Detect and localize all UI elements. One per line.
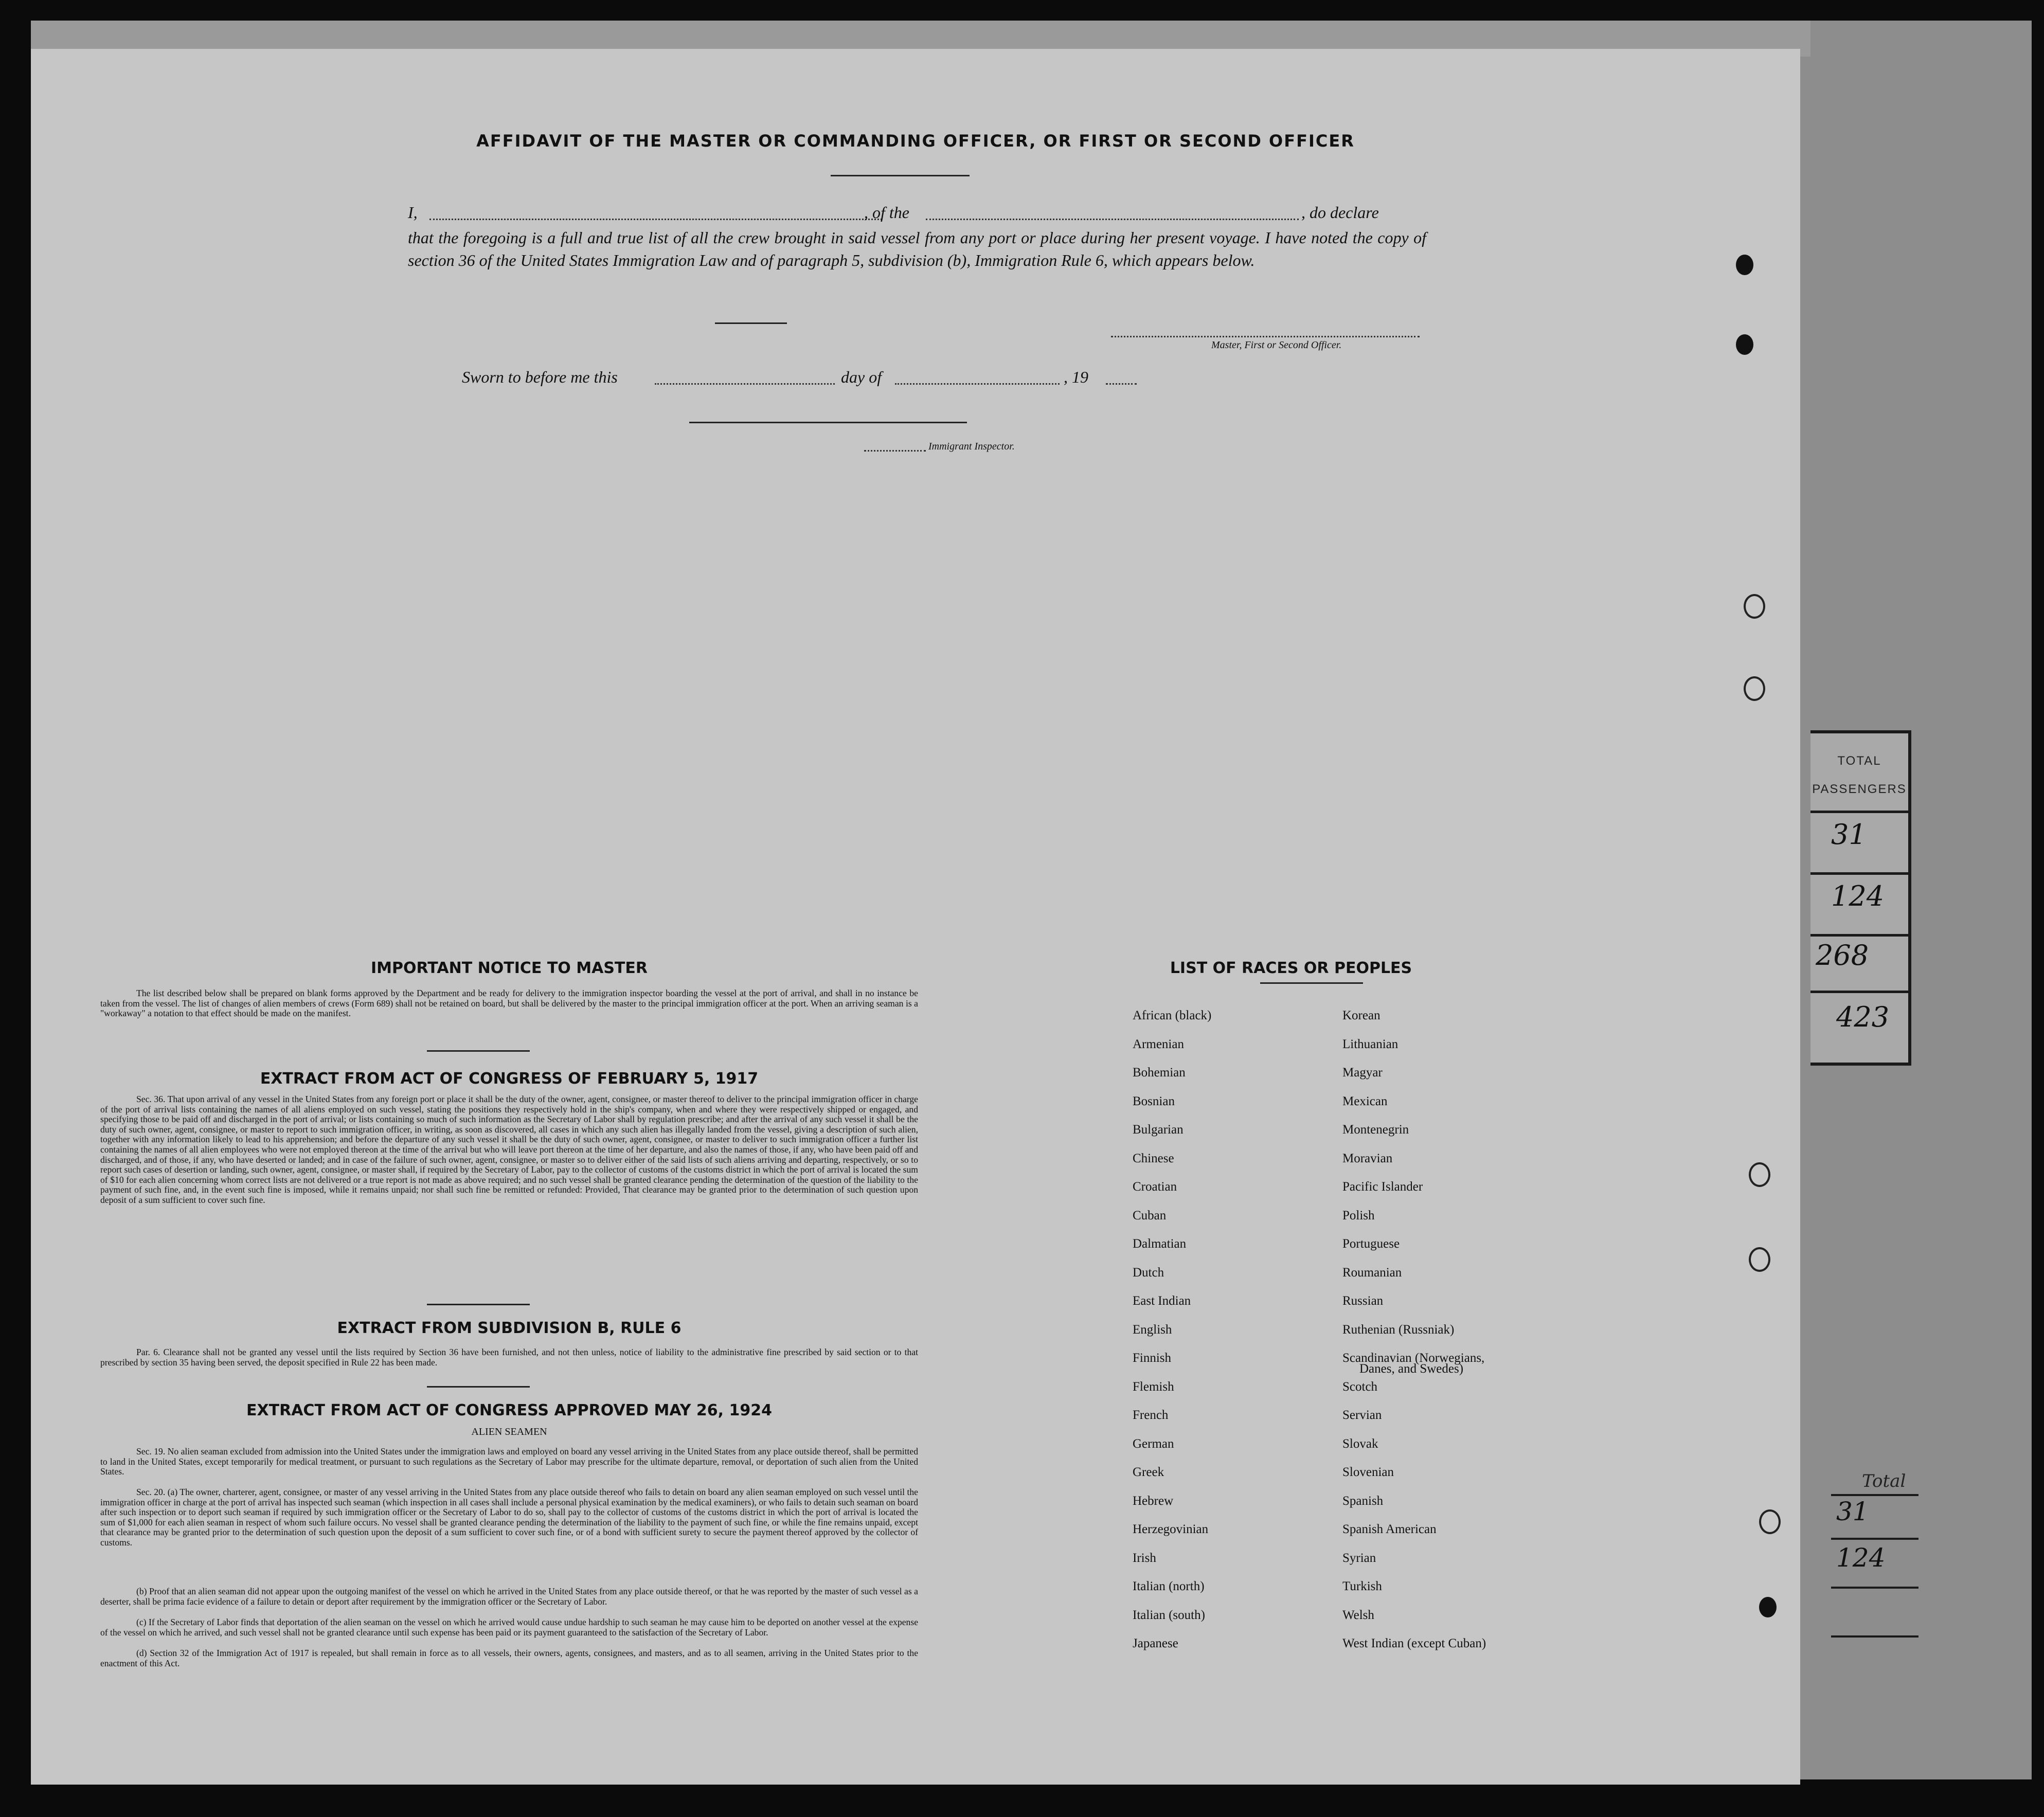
sec-20c-text: (c) If the Secretary of Labor finds that deportation of the alien seaman on the vessel on which he arrived would cause undue hardship to such seaman he may cause him to be deported on another vessel at the expense of the vessel on which he arrived, and such vessel shall not be granted clearance until such expense has been paid or its payment guaranteed to the satisfaction of the Secretary of Labor. (100, 1617, 918, 1638)
sec-20b-text: (b) Proof that an alien seaman did not appear upon the outgoing manifest of the vessel on which he arrived in the United States from any place outside thereof, or that he was reported by the master of such vessel as a deserter, shall be prima facie evidence of a failure to detain or deport after requirement by the immigration officer or the Secretary of Labor. (100, 1586, 918, 1607)
race-item: Turkish (1342, 1579, 1382, 1593)
race-item: Lithuanian (1342, 1037, 1398, 1051)
race-item: Mexican (1342, 1094, 1388, 1108)
race-item: Polish (1342, 1208, 1375, 1222)
race-item: Bohemian (1133, 1066, 1186, 1080)
extract-1924-title: EXTRACT FROM ACT OF CONGRESS APPROVED MAY 26, 1924 (246, 1401, 772, 1419)
lower-total-label: Total (1862, 1471, 1906, 1491)
passengers-header: PASSENGERS (1812, 782, 1907, 796)
race-item: Armenian (1133, 1037, 1184, 1051)
sworn-day-blank[interactable] (655, 383, 835, 385)
total-passengers-table (1810, 730, 1911, 1066)
race-item: French (1133, 1408, 1169, 1422)
race-item: Slovak (1342, 1436, 1378, 1451)
race-item: Finnish (1133, 1351, 1172, 1365)
punch-hole (1749, 1247, 1770, 1272)
race-item: Roumanian (1342, 1265, 1402, 1280)
race-item: Hebrew (1133, 1494, 1174, 1508)
race-item: Syrian (1342, 1551, 1376, 1565)
race-item: Slovenian (1342, 1465, 1394, 1479)
race-item: Croatian (1133, 1180, 1177, 1194)
race-item: Korean (1342, 1009, 1380, 1022)
affidavit-title: AFFIDAVIT OF THE MASTER OR COMMANDING OFFICER, OR FIRST OR SECOND OFFICER (476, 131, 1355, 151)
extract-1917-text: Sec. 36. That upon arrival of any vessel in the United States from any foreign port or place it shall be the duty of the owner, agent, consignee, or master thereof to deliver to the principal immigration officer in charge of the port of arrival lists containing the names of all aliens employed on such vessel, stating the positions they respectively hold in the ship's company, when and where they were respectively shipped or engaged, and specifying those to be paid off and discharged in the port of arrival; or lists containing so much of such information as the Secretary of Labor shall by regulation prescribe; and after the arrival of any such vessel it shall be the duty of such owner, agent, consignee, or master to report to such immigration officer, in writing, as soon as discovered, all cases in which any such alien has illegally landed from the vessel, giving a description of such alien, together with any information likely to lead to his apprehension; and before the departure of any such vessel it shall be the duty of such owner, agent, consignee, or master to deliver to such immigration officer a further list containing the names of all alien employees who were not employed thereon at the time of the arrival but who will leave port thereon at the time of her departure, and also the names of those, if any, who have been paid off and discharged, and of those, if any, who have deserted or landed; and in case of the failure of such owner, agent, consignee, or master so to deliver either of the said lists of such aliens arriving and departing, respectively, or so to report such cases of desertion or landing, such owner, agent, consignee, or master shall, if required by the Secretary of Labor, pay to the collector of customs of the customs district in which the port of arrival is located the sum of $10 for each alien concerning whom correct lists are not delivered or a true report is not made as above required; and no such vessel shall be granted clearance pending the determination of the question of the liability to the payment of such fine, and, in the event such fine is imposed, while it remains unpaid; nor shall such fine be remitted or refunded: Provided, That clearance may be granted prior to the determination of such question upon deposit of a sum sufficient to cover such fine. (100, 1094, 918, 1205)
declaration-body: that the foregoing is a full and true list of all the crew brought in said vessel from any port or place during her present voyage. I have noted the copy of section 36 of the United States Immigration Law and of paragraph 5, subdivision (b), Immigration Rule 6, which appears below. (408, 228, 1426, 269)
race-item: Montenegrin (1342, 1123, 1409, 1137)
extract-1917-divider (427, 1304, 530, 1305)
punch-hole (1759, 1509, 1781, 1534)
title-underline (831, 175, 970, 176)
race-item: Spanish American (1342, 1522, 1437, 1536)
total-header: TOTAL (1837, 754, 1881, 768)
race-item: Cuban (1133, 1208, 1167, 1222)
alien-seamen-subtitle: ALIEN SEAMEN (471, 1426, 547, 1437)
notice-title: IMPORTANT NOTICE TO MASTER (371, 959, 648, 977)
declaration-of: , of the (864, 203, 909, 222)
sworn-month-blank[interactable] (895, 383, 1060, 385)
race-item: Japanese (1133, 1636, 1178, 1650)
race-item: Chinese (1133, 1151, 1174, 1165)
race-item: Magyar (1342, 1066, 1383, 1080)
race-item: Dutch (1133, 1265, 1164, 1280)
inspector-signature-line (689, 422, 967, 423)
race-item: Herzegovinian (1133, 1522, 1209, 1536)
race-item: Russian (1342, 1294, 1384, 1308)
punch-hole (1744, 594, 1765, 619)
sec-19-text: Sec. 19. No alien seaman excluded from admission into the United States under the immigration laws and employed on board any vessel arriving in the United States from any place outside thereof, shall be permitted to land in the United States, except temporarily for medical treatment, or pursuant to such regulations as the Secretary of Labor may prescribe for the ultimate departure, removal, or deportation of such alien from the United States. (100, 1446, 918, 1477)
race-item: Scotch (1342, 1379, 1378, 1394)
sec-20d-text: (d) Section 32 of the Immigration Act of 1917 is repealed, but shall remain in force as to all vessels, their owners, agents, consignees, and masters, and as to all seamen, arriving in the United States prior to the enactment of this Act. (100, 1648, 918, 1668)
vessel-blank[interactable] (926, 219, 1299, 220)
signature-blank[interactable] (1111, 336, 1420, 337)
race-item: East Indian (1133, 1294, 1191, 1308)
race-item: Bosnian (1133, 1094, 1175, 1108)
short-divider (715, 322, 787, 324)
extract-rule6-title: EXTRACT FROM SUBDIVISION B, RULE 6 (337, 1319, 682, 1337)
name-blank[interactable] (429, 219, 882, 220)
lower-total-value-2: 124 (1836, 1543, 1886, 1573)
total-value-1: 31 (1831, 818, 1867, 851)
punch-hole (1736, 255, 1753, 275)
race-item: Greek (1133, 1465, 1164, 1479)
race-item: Bulgarian (1133, 1123, 1184, 1137)
inspector-blank[interactable] (864, 450, 926, 452)
document-sheet (31, 49, 1800, 1785)
race-item: Italian (south) (1133, 1608, 1205, 1622)
race-item: Italian (north) (1133, 1579, 1205, 1593)
extract-rule6-divider (427, 1386, 530, 1388)
race-item: Flemish (1133, 1379, 1174, 1394)
race-item: West Indian (except Cuban) (1342, 1636, 1486, 1650)
races-title: LIST OF RACES OR PEOPLES (1170, 959, 1412, 977)
race-item: Servian (1342, 1408, 1382, 1422)
race-item: Scandinavian (Norwegians, (1342, 1351, 1485, 1365)
signature-caption: Master, First or Second Officer. (1211, 339, 1342, 351)
extract-rule6-text: Par. 6. Clearance shall not be granted any vessel until the lists required by Section 36 have been furnished, and not then unless, notice of liability to the administrative fine prescribed by said section or to that prescribed by section 35 having been served, the deposit specified in Rule 22 has been made. (100, 1347, 918, 1368)
race-item: African (black) (1133, 1009, 1212, 1022)
total-value-4: 423 (1836, 1001, 1890, 1033)
race-item: Pacific Islander (1342, 1180, 1423, 1194)
punch-hole (1749, 1162, 1770, 1187)
notice-text: The list described below shall be prepared on blank forms approved by the Department and be ready for delivery to the immigration inspector boarding the vessel at the port of arrival, and shall in no instance be taken from the vessel. The list of changes of alien members of crews (Form 689) shall not be retained on board, but shall be delivered by the master to the principal immigration officer at the port. When an arriving seaman is a "workaway" a notation to that effect should be made on the manifest. (100, 988, 918, 1019)
race-item: Portuguese (1342, 1237, 1400, 1251)
total-value-2: 124 (1831, 880, 1885, 912)
declaration-i: I, (408, 203, 418, 222)
sworn-day-of: day of (841, 368, 882, 386)
punch-hole (1759, 1597, 1777, 1617)
race-item: Dalmatian (1133, 1237, 1187, 1251)
races-divider (1260, 982, 1363, 984)
inspector-caption: Immigrant Inspector. (928, 441, 1015, 452)
race-item: Moravian (1342, 1151, 1393, 1165)
punch-hole (1744, 676, 1765, 701)
race-item: Irish (1133, 1551, 1156, 1565)
extract-1917-title: EXTRACT FROM ACT OF CONGRESS OF FEBRUARY 5, 1917 (260, 1070, 759, 1088)
race-item: Welsh (1342, 1608, 1374, 1622)
race-scandinavian-continued: Danes, and Swedes) (1359, 1362, 1464, 1376)
race-item: Spanish (1342, 1494, 1384, 1508)
lower-total-column (1831, 1471, 1919, 1656)
notice-divider (427, 1050, 530, 1052)
race-item: German (1133, 1436, 1174, 1451)
total-value-3: 268 (1816, 939, 1869, 972)
sec-20a-text: Sec. 20. (a) The owner, charterer, agent, consignee, or master of any vessel arriving in the United States from any place outside thereof who fails to detain on board any alien seaman employed on such vessel until the immigration officer in charge at the port of arrival has inspected such seaman (which inspection in all cases shall include a personal physical examination by the medical examiners), or who fails to detain such seaman on board after such inspection or to deport such seaman if required by such immigration officer or the Secretary of Labor to do so, shall pay to the collector of customs of the customs district in which the port of arrival is located the sum of $1,000 for each alien seaman in respect of whom such failure occurs. No vessel shall be granted clearance pending the determination of the liability to the payment of such fine, or while the fine remains unpaid, except that clearance may be granted prior to the determination of such question upon the deposit of a sum sufficient to cover such fine, or of a bond with sufficient surety to secure the payment thereof approved by the collector of customs. (100, 1487, 918, 1548)
sworn-prefix: Sworn to before me this (462, 368, 618, 386)
sworn-year: , 19 (1064, 368, 1088, 386)
race-item: English (1133, 1322, 1172, 1337)
race-item: Ruthenian (Russniak) (1342, 1322, 1455, 1337)
sworn-year-blank[interactable] (1106, 383, 1137, 385)
lower-total-value-1: 31 (1836, 1497, 1869, 1526)
punch-hole (1736, 334, 1753, 355)
declaration-do-declare: , do declare (1301, 203, 1379, 222)
